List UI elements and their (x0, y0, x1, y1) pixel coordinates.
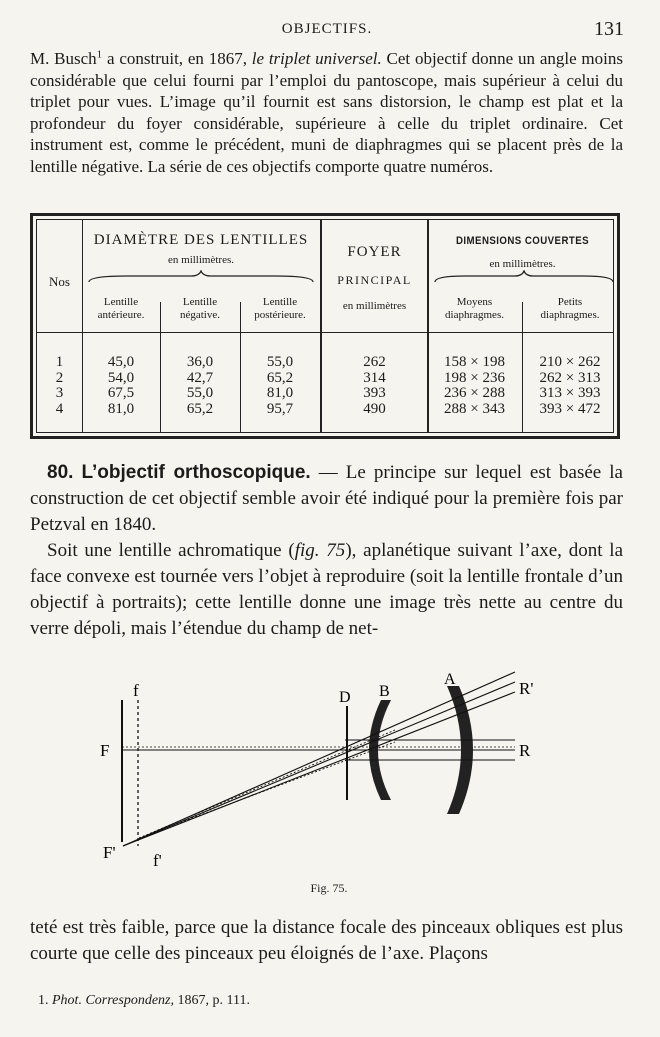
col-values-anterieure (82, 355, 160, 417)
col-moyens: Moyens diaphragmes. (445, 296, 504, 321)
table-cell: 158 × 198 (444, 354, 505, 370)
dimensions-sub: en millimètres. (489, 258, 556, 270)
para1-italic: le triplet universel. (251, 49, 382, 68)
table-cell: 36,0 (186, 354, 214, 370)
paragraph-lentille (30, 538, 623, 642)
label-D: D (339, 689, 351, 706)
brace-dimensions (433, 270, 615, 284)
table-cell: 81,0 (107, 400, 135, 417)
table-cell: 3 (55, 385, 64, 401)
principal-header: PRINCIPAL (337, 273, 412, 287)
para1-text-b: a construit, en 1867, (102, 49, 252, 68)
label-F-prime: F' (103, 843, 116, 862)
page-number: 131 (594, 18, 624, 40)
col-values-foyer (322, 355, 427, 417)
footnote: 1. Phot. Correspondenz, 1867, p. 111. (38, 993, 250, 1008)
table-cell: 42,7 (186, 369, 214, 386)
running-title: OBJECTIFS. (281, 21, 373, 37)
col-lentille-posterieure: Lentille postérieure. (254, 296, 306, 321)
label-R-prime: R' (519, 679, 534, 698)
section-title: L’objectif orthoscopique. (81, 462, 311, 483)
foyer-header: FOYER (347, 244, 402, 260)
col-petits: Petits diaphragmes. (540, 296, 600, 321)
table-cell: 313 × 393 (539, 385, 601, 401)
section-80-paragraph: 80. L’objectif orthoscopique. — Le principe sur lequel est basée la construction de cet objectif semble avoir été indiqué pour la première fois par Petzval en 1840. (30, 462, 623, 535)
label-f-prime: f' (153, 851, 162, 870)
table-cell: 490 (363, 400, 386, 417)
col-lentille-anterieure: Lentille antérieure. (97, 296, 145, 321)
table-cell: 1 (55, 354, 64, 370)
table-cell: 262 × 313 (539, 369, 601, 386)
col-values-posterieure (240, 355, 320, 417)
table-cell: 314 (363, 369, 386, 386)
label-R: R (519, 741, 531, 760)
table-cell: 236 × 288 (444, 385, 505, 401)
col-values-moyens (427, 355, 522, 417)
figure-reference[interactable]: fig. 75 (294, 540, 346, 561)
table-cell: 81,0 (266, 385, 294, 401)
figure-75-diagram (95, 670, 565, 875)
paragraph-nettete: teté est très faible, parce que la distance focale des pinceaux obliques est plus courte que celle des pinceaux peu éloignés de l’axe. Plaçons (30, 917, 623, 964)
table-cell: 65,2 (266, 369, 294, 386)
table-cell: 4 (55, 400, 64, 417)
col-values-petits (522, 355, 618, 417)
label-F: F (100, 741, 110, 760)
paragraph-busch (30, 48, 623, 177)
diametre-header: DIAMÈTRE DES LENTILLES (93, 232, 309, 248)
figure-caption: Fig. 75. (310, 881, 348, 895)
table-cell: 393 (363, 385, 386, 401)
table-cell: 45,0 (107, 354, 135, 370)
para3-text-a: Soit une lentille achromatique ( (47, 540, 295, 561)
table-cell: 65,2 (186, 400, 214, 417)
table-cell: 393 × 472 (539, 400, 601, 417)
para1-text-a: M. Busch (30, 49, 97, 68)
section-text: — Le principe sur lequel est basée la construction de cet objectif semble avoir été indiqué pour la première fois par Petzval en 1840. (30, 462, 623, 535)
para3-text-b: ), aplanétique suivant l’axe, dont la face convexe est tournée vers l’objet à reproduire (soit la lentille frontale d’un objectif à portraits); cette lentille donne une image très nette au centre du verre dépoli, mais l’étendue du champ de net- (30, 540, 624, 639)
dimensions-header: DIMENSIONS COUVERTES (455, 235, 590, 247)
col-values-negative (160, 355, 240, 417)
table-cell: 198 × 236 (444, 369, 505, 386)
specs-table (30, 213, 620, 439)
table-cell: 55,0 (186, 385, 214, 401)
diametre-sub: en millimètres. (168, 254, 234, 266)
para1-text-c: Cet objectif donne un angle moins considérable que celui fourni par l’emploi du pantoscope, mais supérieur à celui du triplet pour vues. L’image qu’il fournit est sans distorsion, le champ est plat et la profondeur du foyer considérable, supérieure à celle du triplet ordinaire. Cet instrument est, comme le précédent, muni de diaphragmes qui se placent près de la lentille négative. La série de ces objectifs comporte quatre numéros. (30, 49, 623, 176)
table-cell: 262 (363, 354, 386, 370)
table-cell: 95,7 (266, 400, 294, 417)
footnote-ref[interactable]: 1 (96, 48, 103, 61)
table-cell: 67,5 (107, 385, 135, 401)
table-cell: 210 × 262 (539, 354, 601, 370)
table-cell: 55,0 (266, 354, 294, 370)
nos-header: Nos (49, 274, 70, 289)
brace-diametre (87, 270, 315, 284)
label-B: B (379, 683, 390, 700)
label-f: f (133, 681, 139, 700)
table-cell: 288 × 343 (444, 400, 505, 417)
label-A: A (444, 671, 456, 688)
table-cell: 54,0 (107, 369, 135, 386)
running-header (30, 18, 624, 46)
table-cell: 2 (55, 369, 64, 386)
section-number: 80 (47, 462, 69, 483)
col-values-no (37, 355, 82, 417)
foyer-sub: en millimètres (342, 300, 407, 312)
col-lentille-negative: Lentille négative. (179, 296, 220, 321)
